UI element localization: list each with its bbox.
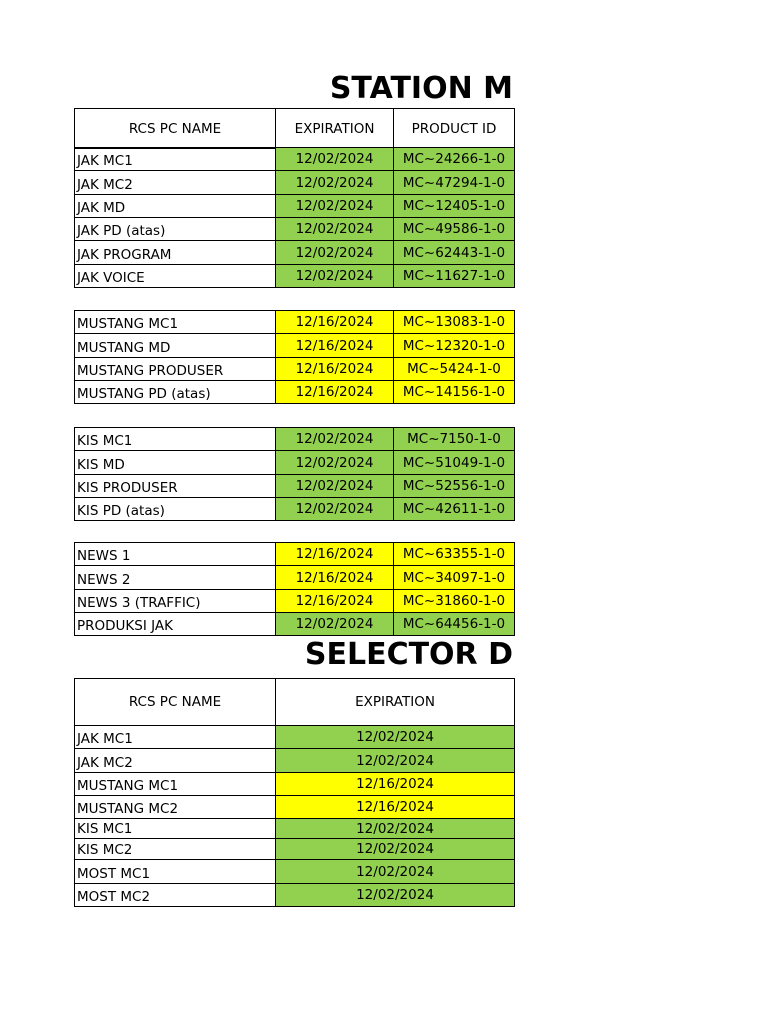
- station-row-expiration: 12/02/2024: [275, 474, 394, 498]
- station-row-product-id: MC~64456-1-0: [393, 612, 515, 636]
- station-row-product-id: MC~62443-1-0: [393, 240, 515, 265]
- station-row-name: PRODUKSI JAK: [74, 612, 276, 636]
- selector-header-expiration: EXPIRATION: [275, 678, 515, 726]
- station-row-name: KIS MC1: [74, 427, 276, 451]
- station-row-expiration: 12/02/2024: [275, 194, 394, 218]
- selector-row-expiration: 12/16/2024: [275, 772, 515, 796]
- station-row-expiration: 12/16/2024: [275, 589, 394, 613]
- station-row-expiration: 12/02/2024: [275, 217, 394, 241]
- selector-row-name: MOST MC2: [74, 883, 276, 907]
- station-row-name: MUSTANG MD: [74, 333, 276, 358]
- station-row-product-id: MC~34097-1-0: [393, 565, 515, 590]
- selector-row-name: MUSTANG MC2: [74, 795, 276, 819]
- selector-row-name: KIS MC1: [74, 818, 276, 839]
- station-row-expiration: 12/16/2024: [275, 542, 394, 566]
- station-row-product-id: MC~12320-1-0: [393, 333, 515, 358]
- station-row-product-id: MC~14156-1-0: [393, 380, 515, 404]
- selector-row-name: JAK MC1: [74, 725, 276, 749]
- station-row-product-id: MC~31860-1-0: [393, 589, 515, 613]
- station-row-name: KIS MD: [74, 450, 276, 475]
- station-row-name: MUSTANG MC1: [74, 310, 276, 334]
- station-row-product-id: MC~51049-1-0: [393, 450, 515, 475]
- station-row-expiration: 12/02/2024: [275, 170, 394, 195]
- station-row-name: MUSTANG PRODUSER: [74, 357, 276, 381]
- selector-header-rcs-pc-name: RCS PC NAME: [74, 678, 276, 726]
- station-row-product-id: MC~5424-1-0: [393, 357, 515, 381]
- station-row-expiration: 12/02/2024: [275, 427, 394, 451]
- station-row-name: KIS PRODUSER: [74, 474, 276, 498]
- station-row-expiration: 12/02/2024: [275, 264, 394, 288]
- station-row-product-id: MC~7150-1-0: [393, 427, 515, 451]
- station-row-product-id: MC~63355-1-0: [393, 542, 515, 566]
- header-product-id: PRODUCT ID: [393, 108, 515, 149]
- station-row-product-id: MC~24266-1-0: [393, 147, 515, 171]
- selector-row-expiration: 12/02/2024: [275, 725, 515, 749]
- station-row-name: JAK MD: [74, 194, 276, 218]
- station-row-expiration: 12/16/2024: [275, 333, 394, 358]
- station-row-name: NEWS 2: [74, 565, 276, 590]
- station-row-product-id: MC~12405-1-0: [393, 194, 515, 218]
- station-row-expiration: 12/16/2024: [275, 310, 394, 334]
- station-row-name: JAK MC2: [74, 170, 276, 195]
- selector-row-name: JAK MC2: [74, 748, 276, 773]
- station-row-name: NEWS 3 (TRAFFIC): [74, 589, 276, 613]
- station-row-name: JAK PROGRAM: [74, 240, 276, 265]
- station-row-product-id: MC~52556-1-0: [393, 474, 515, 498]
- selector-row-expiration: 12/16/2024: [275, 795, 515, 819]
- station-row-product-id: MC~49586-1-0: [393, 217, 515, 241]
- station-row-product-id: MC~42611-1-0: [393, 497, 515, 521]
- selector-row-expiration: 12/02/2024: [275, 883, 515, 907]
- station-row-product-id: MC~47294-1-0: [393, 170, 515, 195]
- selector-row-expiration: 12/02/2024: [275, 748, 515, 773]
- station-row-name: JAK MC1: [74, 147, 276, 171]
- station-row-expiration: 12/02/2024: [275, 450, 394, 475]
- station-row-name: KIS PD (atas): [74, 497, 276, 521]
- station-row-expiration: 12/16/2024: [275, 380, 394, 404]
- station-row-name: MUSTANG PD (atas): [74, 380, 276, 404]
- selector-row-name: MUSTANG MC1: [74, 772, 276, 796]
- selector-row-name: KIS MC2: [74, 838, 276, 860]
- station-row-expiration: 12/02/2024: [275, 240, 394, 265]
- selector-title: SELECTOR D: [304, 638, 513, 672]
- station-row-expiration: 12/16/2024: [275, 357, 394, 381]
- station-row-expiration: 12/02/2024: [275, 497, 394, 521]
- station-row-expiration: 12/16/2024: [275, 565, 394, 590]
- station-title: STATION M: [329, 72, 513, 106]
- selector-row-expiration: 12/02/2024: [275, 838, 515, 860]
- station-row-name: JAK PD (atas): [74, 217, 276, 241]
- station-row-expiration: 12/02/2024: [275, 147, 394, 171]
- selector-row-expiration: 12/02/2024: [275, 818, 515, 839]
- station-row-expiration: 12/02/2024: [275, 612, 394, 636]
- header-expiration: EXPIRATION: [275, 108, 394, 149]
- station-row-product-id: MC~13083-1-0: [393, 310, 515, 334]
- selector-row-expiration: 12/02/2024: [275, 859, 515, 884]
- selector-row-name: MOST MC1: [74, 859, 276, 884]
- station-row-name: NEWS 1: [74, 542, 276, 566]
- header-rcs-pc-name: RCS PC NAME: [74, 108, 276, 149]
- station-row-product-id: MC~11627-1-0: [393, 264, 515, 288]
- station-row-name: JAK VOICE: [74, 264, 276, 288]
